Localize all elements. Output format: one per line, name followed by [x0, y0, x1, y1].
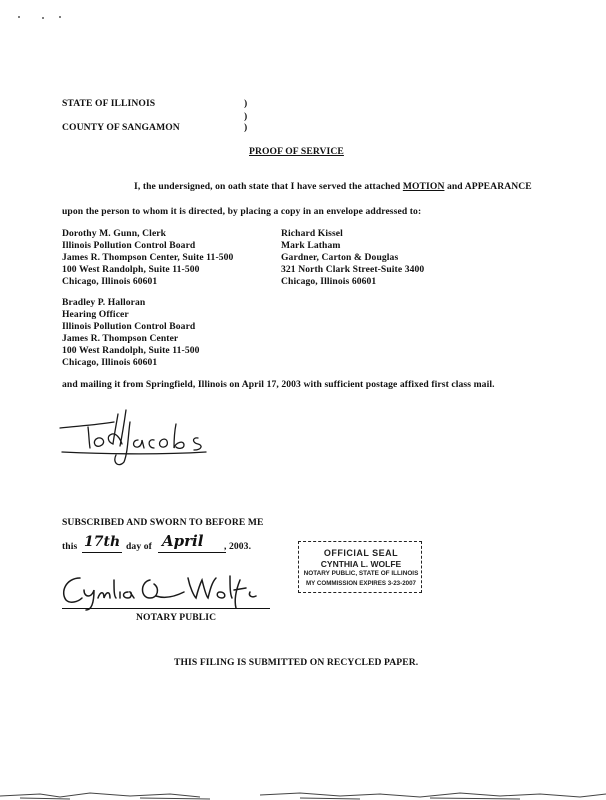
caption-paren: )	[244, 98, 248, 109]
address-third-line: Illinois Pollution Control Board	[62, 321, 196, 332]
seal-line: OFFICIAL SEAL	[323, 548, 399, 558]
jurat-month-line	[158, 552, 226, 553]
jurat-day-line	[82, 552, 122, 553]
service-statement	[134, 181, 532, 193]
address-third-line: 100 West Randolph, Suite 11-500	[62, 345, 200, 356]
caption-state: STATE OF ILLINOIS	[62, 98, 156, 109]
service-intro: upon the person to whom it is directed, by placing a copy in an envelope addressed to:	[62, 206, 422, 217]
address-left-line: Chicago, Illinois 60601	[62, 276, 158, 287]
scan-speck	[42, 17, 44, 19]
jurat-this: this	[62, 541, 78, 552]
jurat-day-of: day of	[126, 541, 152, 552]
scan-edge-noise	[0, 784, 606, 800]
notary-seal-stamp	[298, 541, 422, 593]
statement-lead: I, the undersigned, on oath state that I have served the attached	[134, 181, 403, 192]
address-right-line: Chicago, Illinois 60601	[281, 276, 377, 287]
caption-county: COUNTY OF SANGAMON	[62, 122, 180, 133]
address-right-line: Mark Latham	[281, 240, 341, 251]
caption-paren: )	[244, 111, 248, 122]
address-left-line: Illinois Pollution Control Board	[62, 240, 196, 251]
statement-motion: MOTION	[402, 181, 445, 192]
jurat-year: , 2003.	[224, 541, 252, 552]
jurat-day-value: 17th	[84, 534, 121, 550]
address-third-line: Hearing Officer	[62, 309, 129, 320]
jurat-month-value: April	[162, 532, 204, 550]
scan-speck	[59, 16, 61, 18]
scan-speck	[18, 16, 20, 18]
seal-line: CYNTHIA L. WOLFE	[320, 559, 402, 569]
notary-signature-line	[62, 608, 270, 609]
caption-paren: )	[244, 122, 248, 133]
address-third-line: James R. Thompson Center	[62, 333, 179, 344]
address-right-line: Gardner, Carton & Douglas	[281, 252, 399, 263]
document-title: PROOF OF SERVICE	[249, 146, 344, 157]
address-right-line: 321 North Clark Street-Suite 3400	[281, 264, 425, 275]
address-left-line: James R. Thompson Center, Suite 11-500	[62, 252, 234, 263]
statement-appearance: APPEARANCE	[464, 181, 532, 192]
address-third-line: Bradley P. Halloran	[62, 297, 146, 308]
footer-recycled-paper: THIS FILING IS SUBMITTED ON RECYCLED PAPER.	[174, 657, 419, 668]
seal-line: MY COMMISSION EXPIRES 3-23-2007	[306, 580, 416, 587]
mailing-statement: and mailing it from Springfield, Illinois on April 17, 2003 with sufficient postage affixed first class mail.	[62, 379, 495, 390]
address-third-line: Chicago, Illinois 60601	[62, 357, 158, 368]
address-left-line: Dorothy M. Gunn, Clerk	[62, 228, 167, 239]
jurat-subscribed: SUBSCRIBED AND SWORN TO BEFORE ME	[62, 517, 264, 528]
statement-and: and	[444, 181, 465, 192]
signature-todd-jacobs	[56, 400, 226, 472]
seal-line: NOTARY PUBLIC, STATE OF ILLINOIS	[303, 570, 419, 577]
notary-label: NOTARY PUBLIC	[136, 612, 217, 623]
address-left-line: 100 West Randolph, Suite 11-500	[62, 264, 200, 275]
address-right-line: Richard Kissel	[281, 228, 343, 239]
